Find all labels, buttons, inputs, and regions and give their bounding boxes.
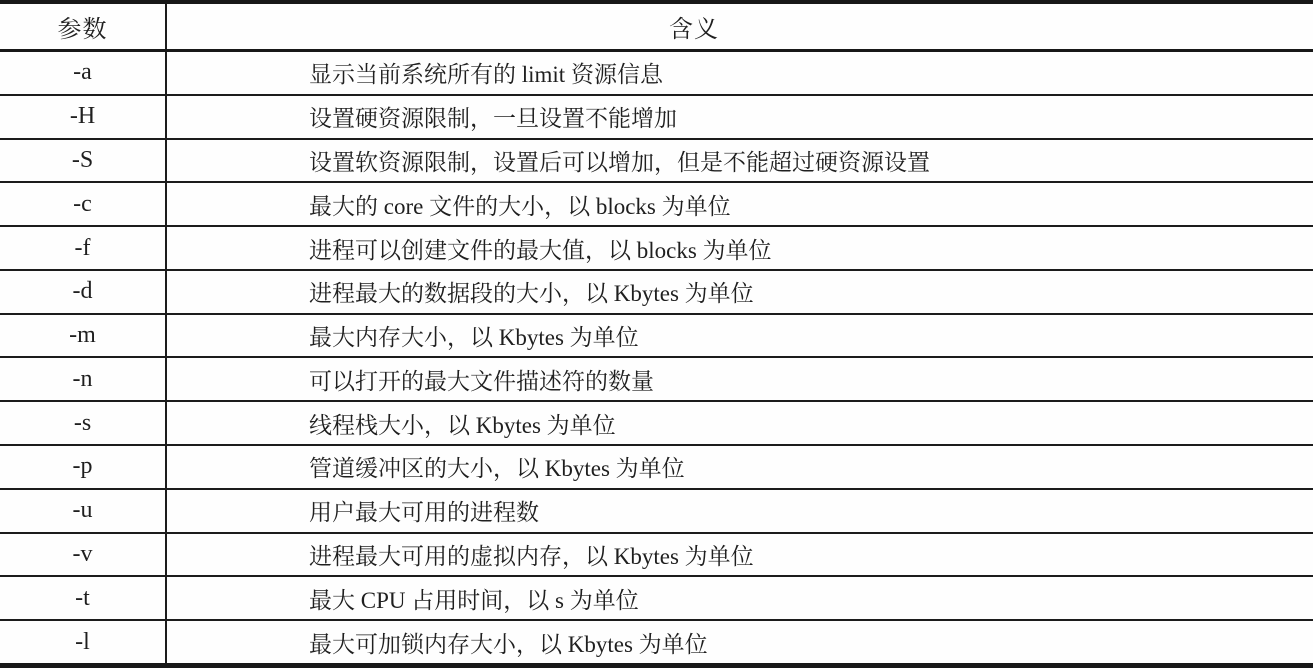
meaning-cell xyxy=(167,358,1313,400)
table-row xyxy=(0,227,1313,271)
table-row xyxy=(0,52,1313,96)
param-label: -t xyxy=(75,584,90,611)
param-label: -H xyxy=(69,103,96,130)
param-label: -p xyxy=(72,453,93,480)
meaning-label: 最大的 core 文件的大小，以 blocks 为单位 xyxy=(309,193,731,219)
meaning-label: 线程栈大小，以 Kbytes 为单位 xyxy=(309,412,616,438)
header-meaning-label: 含义 xyxy=(669,17,719,43)
table-header-row xyxy=(0,4,1313,52)
param-label: -u xyxy=(72,497,93,524)
param-cell xyxy=(0,402,167,444)
meaning-cell xyxy=(167,577,1313,619)
param-label: -s xyxy=(73,409,92,436)
table-row xyxy=(0,271,1313,315)
param-cell xyxy=(0,621,167,663)
meaning-cell xyxy=(167,183,1313,225)
table-row xyxy=(0,621,1313,663)
param-label: -n xyxy=(72,365,93,392)
meaning-cell xyxy=(167,621,1313,663)
table-row xyxy=(0,183,1313,227)
meaning-label: 进程可以创建文件的最大值，以 blocks 为单位 xyxy=(309,237,772,263)
table-row xyxy=(0,490,1313,534)
table-row xyxy=(0,446,1313,490)
meaning-label: 进程最大的数据段的大小，以 Kbytes 为单位 xyxy=(309,281,754,307)
param-cell xyxy=(0,96,167,138)
param-label: -f xyxy=(74,234,91,261)
meaning-cell xyxy=(167,402,1313,444)
meaning-label: 最大可加锁内存大小，以 Kbytes 为单位 xyxy=(309,631,708,657)
meaning-label: 用户最大可用的进程数 xyxy=(309,500,539,526)
param-cell xyxy=(0,227,167,269)
header-param-label: 参数 xyxy=(57,17,108,43)
meaning-cell xyxy=(167,315,1313,357)
meaning-label: 最大 CPU 占用时间，以 s 为单位 xyxy=(309,587,639,613)
meaning-label: 最大内存大小，以 Kbytes 为单位 xyxy=(309,325,639,351)
param-label: -a xyxy=(73,59,92,86)
param-label: -l xyxy=(75,628,90,655)
meaning-cell xyxy=(167,534,1313,576)
meaning-label: 设置硬资源限制，一旦设置不能增加 xyxy=(309,106,677,132)
table-row xyxy=(0,577,1313,621)
param-cell xyxy=(0,490,167,532)
param-cell xyxy=(0,271,167,313)
meaning-cell xyxy=(167,96,1313,138)
param-label: -S xyxy=(71,146,94,173)
meaning-cell xyxy=(167,490,1313,532)
table-row xyxy=(0,358,1313,402)
param-cell xyxy=(0,534,167,576)
param-cell xyxy=(0,52,167,94)
meaning-label: 可以打开的最大文件描述符的数量 xyxy=(309,368,654,394)
param-cell xyxy=(0,183,167,225)
meaning-cell xyxy=(167,271,1313,313)
param-label: -m xyxy=(69,322,96,349)
param-cell xyxy=(0,140,167,182)
table-row xyxy=(0,402,1313,446)
meaning-label: 管道缓冲区的大小，以 Kbytes 为单位 xyxy=(309,456,685,482)
header-param xyxy=(0,4,167,49)
param-label: -d xyxy=(72,278,93,305)
param-cell xyxy=(0,446,167,488)
meaning-cell xyxy=(167,446,1313,488)
table-row xyxy=(0,534,1313,578)
meaning-label: 进程最大可用的虚拟内存，以 Kbytes 为单位 xyxy=(309,543,754,569)
param-cell xyxy=(0,358,167,400)
header-meaning xyxy=(167,4,1313,49)
param-cell xyxy=(0,315,167,357)
param-label: -c xyxy=(73,190,92,217)
param-cell xyxy=(0,577,167,619)
table-row xyxy=(0,315,1313,359)
param-label: -v xyxy=(72,540,93,567)
table-row xyxy=(0,140,1313,184)
table-row xyxy=(0,96,1313,140)
meaning-label: 设置软资源限制，设置后可以增加，但是不能超过硬资源设置 xyxy=(309,149,930,175)
meaning-cell xyxy=(167,52,1313,94)
meaning-cell xyxy=(167,227,1313,269)
meaning-cell xyxy=(167,140,1313,182)
meaning-label: 显示当前系统所有的 limit 资源信息 xyxy=(309,62,663,88)
